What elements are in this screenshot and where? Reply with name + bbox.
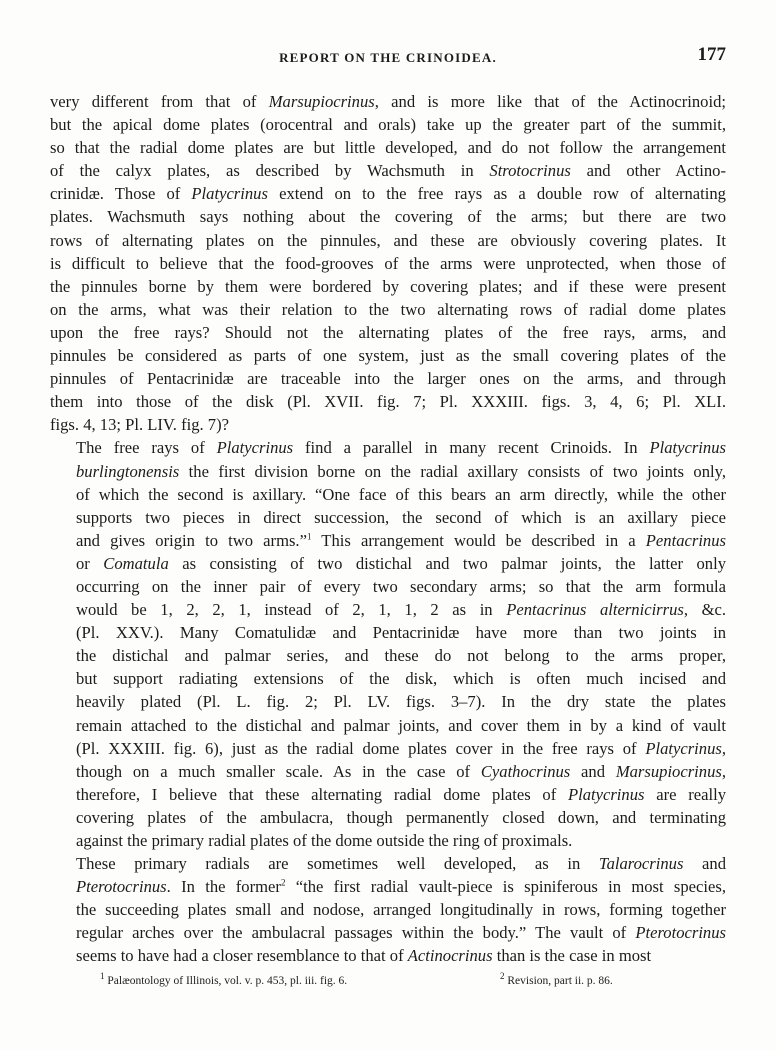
italic-term: Strotocrinus <box>489 161 571 181</box>
text-line: (Pl. XXXIII. fig. 6), just as the radial dome plates cover in the free rays of Platycrinus, <box>76 738 726 758</box>
footnote-1 <box>100 971 348 987</box>
text-line: supports two pieces in direct succession, the second of which is an axillary piece <box>76 507 726 527</box>
footnote-ref: 2 <box>280 877 286 888</box>
text-line: remain attached to the distichal and palmar joints, and cover them in by a kind of vault <box>76 715 726 735</box>
italic-term: Platycrinus <box>649 438 726 458</box>
text-line: occurring on the inner pair of every two secondary arms; so that the arm formula <box>76 576 726 596</box>
italic-term: Comatula <box>103 553 169 573</box>
italic-term: Pentacrinus alternicirrus <box>506 600 684 620</box>
text-line: covering plates of the ambulacra, though permanently closed down, and terminating <box>76 807 726 827</box>
italic-term: Platycrinus <box>645 738 722 758</box>
text-line: though on a much smaller scale. As in the case of Cyathocrinus and Marsupiocrinus, <box>76 761 726 781</box>
text-line: but support radiating extensions of the disk, which is often much incised and <box>76 669 726 689</box>
text-line: pinnules of Pentacrinidæ are traceable into the larger ones on the arms, and through <box>50 369 726 389</box>
text-line: seems to have had a closer resemblance to that of Actinocrinus than is the case in most <box>76 946 652 966</box>
text-line: regular arches over the ambulacral passages within the body.” The vault of Pterotocrinus <box>76 923 726 943</box>
footnote-marker: 1 <box>100 971 105 982</box>
text-line: burlingtonensis the first division borne on the radial axillary consists of two joints only, <box>76 461 726 481</box>
paragraph <box>50 90 726 436</box>
italic-term: Pterotocrinus <box>635 923 726 943</box>
text-line: upon the free rays? Should not the alternating plates of the free rays, arms, and <box>50 322 726 342</box>
text-line: Pterotocrinus. In the former$^2$ “the first radial vault-piece is spiniferous in most species, <box>76 877 726 897</box>
text-line: rows of alternating plates on the pinnules, and these are obviously covering plates. It <box>50 230 726 250</box>
paragraph <box>50 436 726 852</box>
italic-term: Marsupiocrinus <box>268 92 375 111</box>
text-line: very different from that of Marsupiocrinus, and is more like that of the Actinocrinoid; <box>50 92 726 111</box>
text-line: crinidæ. Those of Platycrinus extend on to the free rays as a double row of alternating <box>50 184 726 204</box>
footnote-marker: 2 <box>500 971 505 982</box>
text-line: and gives origin to two arms.”$^1$ This arrangement would be described in a Pentacrinus <box>76 530 726 550</box>
text-line: so that the radial dome plates are but little developed, and do not follow the arrangement <box>50 138 726 158</box>
italic-term: Platycrinus <box>567 784 645 804</box>
running-head <box>50 44 726 70</box>
page-number: 177 <box>697 44 726 65</box>
text-line: (Pl. XXV.). Many Comatulidæ and Pentacrinidæ have more than two joints in <box>76 623 726 643</box>
text-line: therefore, I believe that these alternating radial dome plates of Platycrinus are really <box>76 784 726 804</box>
footnote-ref: 1 <box>306 531 312 542</box>
footnote-2 <box>500 971 613 987</box>
italic-term: Actinocrinus <box>407 946 493 966</box>
italic-term: Platycrinus <box>216 438 294 458</box>
footnote-text: Revision, part ii. p. 86. <box>507 975 613 987</box>
italic-term: burlingtonensis <box>76 461 180 481</box>
text-line: These primary radials are sometimes well developed, as in Talarocrinus and <box>76 854 727 874</box>
footnote-text: Palæontology of Illinois, vol. v. p. 453, pl. iii. fig. 6. <box>107 975 348 987</box>
text-line: against the primary radial plates of the dome outside the ring of proximals. <box>76 831 573 850</box>
text-line: them into those of the disk (Pl. XVII. fig. 7; Pl. XXXIII. figs. 3, 4, 6; Pl. XLI. <box>50 392 726 412</box>
text-line: the succeeding plates small and nodose, arranged longitudinally in rows, forming together <box>76 900 726 920</box>
text-line: is difficult to believe that the food-grooves of the arms were unprotected, when those of <box>50 253 726 273</box>
text-line: but the apical dome plates (orocentral and orals) take up the greater part of the summit, <box>50 115 726 135</box>
italic-term: Pentacrinus <box>645 530 726 550</box>
text-line: The free rays of Platycrinus find a parallel in many recent Crinoids. In Platycrinus <box>76 438 726 458</box>
text-line: figs. 4, 13; Pl. LIV. fig. 7)? <box>50 415 229 435</box>
text-line: pinnules be considered as parts of one system, just as the small covering plates of the <box>50 346 726 366</box>
text-line: plates. Wachsmuth says nothing about the covering of the arms; but there are two <box>50 207 726 227</box>
text-line: of the calyx plates, as described by Wachsmuth in Strotocrinus and other Actino- <box>50 161 726 181</box>
italic-term: Talarocrinus <box>598 854 684 874</box>
text-line: the distichal and palmar series, and these do not belong to the arms proper, <box>76 646 726 666</box>
footnotes <box>100 971 700 995</box>
text-line: or Comatula as consisting of two distichal and two palmar joints, the latter only <box>76 553 726 573</box>
italic-term: Pterotocrinus <box>76 877 167 897</box>
italic-term: Marsupiocrinus <box>615 761 722 781</box>
italic-term: Cyathocrinus <box>480 761 571 781</box>
italic-term: Platycrinus <box>191 184 268 204</box>
text-line: of which the second is axillary. “One face of this bears an arm directly, while the other <box>76 484 726 504</box>
paragraph <box>50 852 726 967</box>
text-line: the pinnules borne by them were bordered by covering plates; and if these were present <box>50 276 726 296</box>
text-line: heavily plated (Pl. L. fig. 2; Pl. LV. figs. 3–7). In the dry state the plates <box>76 692 726 712</box>
body-text <box>50 90 726 968</box>
running-title: REPORT ON THE CRINOIDEA. <box>279 50 497 65</box>
text-line: on the arms, what was their relation to the two alternating rows of radial dome plates <box>50 299 726 319</box>
text-line: would be 1, 2, 2, 1, instead of 2, 1, 1, 2 as in Pentacrinus alternicirrus, &c. <box>76 600 727 620</box>
